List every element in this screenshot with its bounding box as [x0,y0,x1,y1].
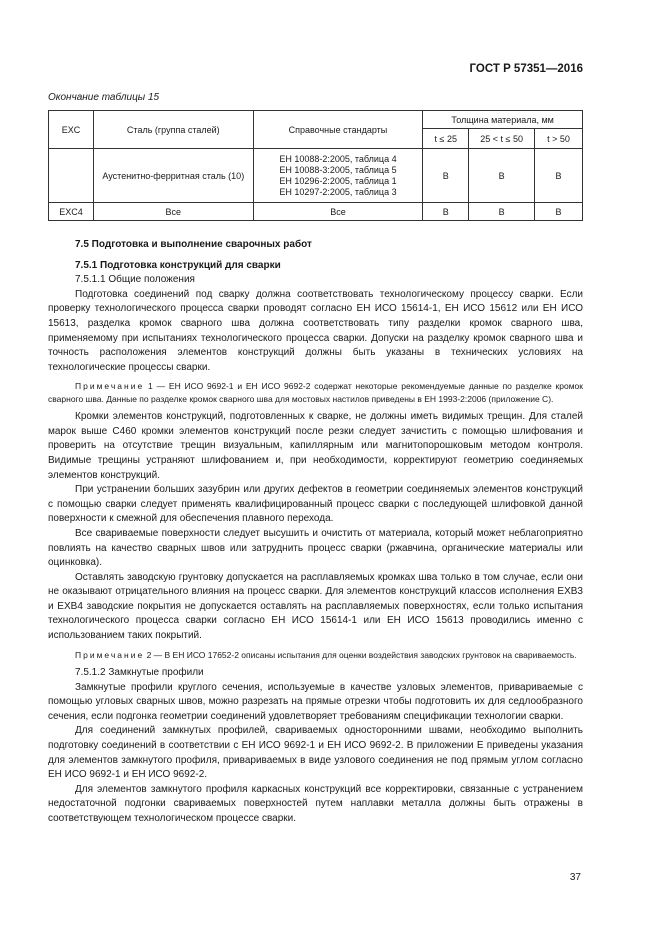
row1-v3: B [535,149,583,203]
standard-header: ГОСТ Р 57351—2016 [469,63,583,75]
row2-exc: EXC4 [49,203,94,221]
row1-steel: Аустенитно-ферритная сталь (10) [93,149,253,203]
row1-ref-line: ЕН 10088-2:2005, таблица 4 [279,153,397,164]
row2-v3: B [535,203,583,221]
row2-v2: B [469,203,535,221]
row1-ref-line: ЕН 10296-2:2005, таблица 1 [279,175,397,186]
heading-7-5-1-2: 7.5.1.2 Замкнутые профили [75,667,204,679]
row1-ref-line: ЕН 10297-2:2005, таблица 3 [279,186,397,197]
table-15 [48,110,583,221]
note-text: 1 — ЕН ИСО 9692-1 и ЕН ИСО 9692-2 содержат некоторые рекомендуемые данные по разделке кромок сварного шва. Данные по разделке кромок сварного шва для мостовых настилов приведены в ЕН 1993-2:2006 (приложение С). [48,381,583,404]
header-sub3: t > 50 [535,129,583,149]
note-label: Примечание [75,381,145,392]
paragraph: Оставлять заводскую грунтовку допускается на расплавляемых кромках шва только в том случае, если они не оказывают отрицательного влияния на процесс сварки. Для элементов конструкций классов исполнения ЕХВ3 и ЕХВ4 заводские покрытия не допускается оставлять на расплавляемых поверхностях, если только испытания технологического процесса сварки согласно ЕН ИСО 15614-1 или ЕН ИСО 15613 проводились именно с использованием таких покрытий. [48,571,583,642]
paragraph: Для соединений замкнутых профилей, свариваемых односторонними швами, необходимо выполнить подготовку соединений в соответствии с ЕН ИСО 9692-1 и ЕН ИСО 9692-2. В приложении Е приведены указания для элементов замкнутого профиля, привариваемых в виде узлового соединения не под прямым углом согласно ЕН ИСО 9692-1 и ЕН ИСО 9692-2. [48,725,583,781]
paragraph: Все свариваемые поверхности следует высушить и очистить от материала, который может неблагоприятно повлиять на качество сварных швов или затруднить процесс сварки (ржавчина, органические материалы или оцинковка). [48,527,583,569]
row1-v2: B [469,149,535,203]
heading-7-5: 7.5 Подготовка и выполнение сварочных работ [75,239,312,250]
heading-7-5-1: 7.5.1 Подготовка конструкций для сварки [75,259,281,271]
note-2 [48,649,583,661]
header-sub2: 25 < t ≤ 50 [469,129,535,149]
heading-7-5-1-1: 7.5.1.1 Общие положения [75,274,195,286]
header-thickness: Толщина материала, мм [423,111,583,129]
section-body [48,238,583,827]
header-steel: Сталь (группа сталей) [93,111,253,149]
paragraph: Кромки элементов конструкций, подготовленных к сварке, не должны иметь видимых трещин. Для сталей марок выше С460 кромки элементов конструкций после резки следует зачистить с помощью шлифования и проверить на отсутствие трещин визуальным, капиллярным или магнитопорошковым методом контроля. Видимые трещины устраняют шлифованием и, при необходимости, корректируют геометрию соединяемых элементов конструкций. [48,411,583,481]
paragraph: При устранении больших зазубрин или других дефектов в геометрии соединяемых элементов конструкций с помощью сварки следует применять квалифицированный процесс сварки с последующей шлифовкой данной поверхности к смежной для обеспечения плавного перехода. [48,484,583,525]
table-caption: Окончание таблицы 15 [48,92,160,103]
note-1 [48,380,583,405]
paragraph: Для элементов замкнутого профиля каркасных конструкций все корректировки, связанные с устранением недостаточной подгонки свариваемых поверхностей путем наплавки металла должны быть отражены в соответствующем технологическом процессе сварки. [48,783,583,824]
row2-ref: Все [253,203,423,221]
page-number: 37 [569,872,581,883]
row1-ref [253,149,423,203]
row1-ref-line: ЕН 10088-3:2005, таблица 5 [279,164,397,175]
paragraph: Замкнутые профили круглого сечения, используемые в качестве узловых элементов, привариваемые с помощью угловых сварных швов, можно разрезать на прямые отрезки чтобы подготовить их для седлообразного сечения, если подгонка геометрии соединений удовлетворяет требованиям спецификации технологии сварки. [48,681,583,722]
row1-exc [49,149,94,203]
header-exc: EXC [49,111,94,149]
row1-v1: B [423,149,469,203]
header-ref: Справочные стандарты [253,111,423,149]
paragraph: Подготовка соединений под сварку должна соответствовать технологическому процессу сварки. Если проверку технологического процесса сварки проводят согласно ЕН ИСО 15614-1, ЕН ИСО 15612 или ЕН ИСО 15613, разделка кромок сварного шва должна соответствовать типу разделки кромок сварного шва, применяемому при испытаниях технологического процесса сварки. Допуски на разделку кромок сварного шва и точность расположения элементов конструкций должны быть указаны в технических условиях на технологические процессы сварки. [48,288,583,373]
note-label: Примечание [75,649,145,660]
header-sub1: t ≤ 25 [423,129,469,149]
note-text: 2 — В ЕН ИСО 17652-2 описаны испытания для оценки воздействия заводских грунтовок на свариваемость. [144,649,577,660]
row2-v1: B [423,203,469,221]
row2-steel: Все [93,203,253,221]
